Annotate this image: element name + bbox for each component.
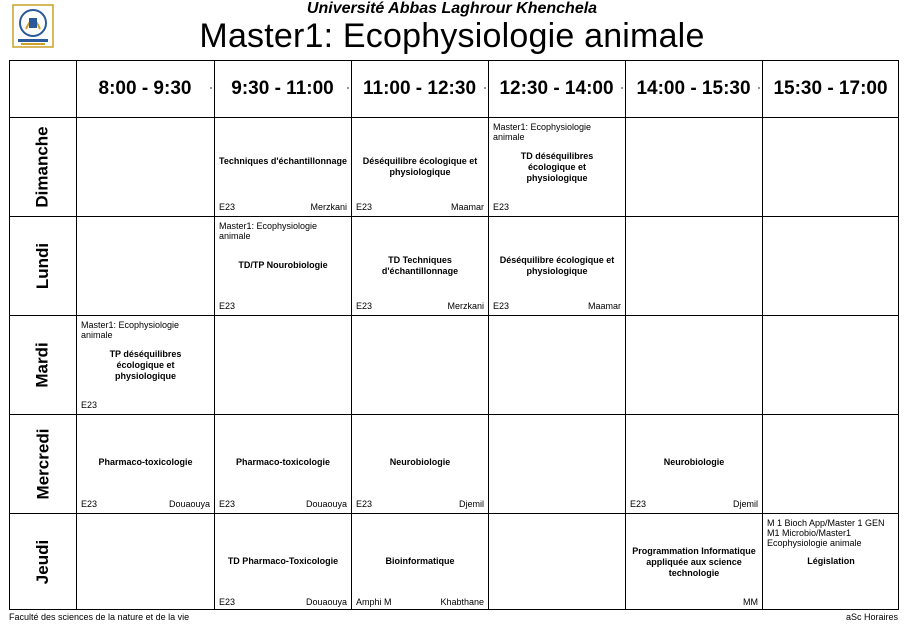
course-room: E23	[81, 499, 98, 509]
course-cell[interactable]	[77, 316, 214, 414]
time-slot-label: 11:00 - 12:30	[362, 78, 477, 99]
course-room: E23	[630, 499, 647, 509]
course-teacher: Khabthane	[440, 597, 484, 607]
software-credit: aSc Horaires	[845, 612, 898, 622]
course-room: E23	[219, 202, 236, 212]
course-subject: Législation	[807, 556, 855, 566]
course-subject: TD Techniques d'échantillonnage	[381, 255, 459, 276]
course-teacher: Douaouya	[168, 499, 210, 509]
time-slot-header	[214, 61, 351, 117]
course-cell[interactable]	[489, 118, 625, 216]
course-cell[interactable]	[215, 415, 351, 513]
course-cell[interactable]	[352, 514, 488, 611]
course-group: Master1: Ecophysiologie animale	[493, 122, 592, 142]
day-row-header	[10, 216, 76, 315]
day-label: Dimanche	[33, 125, 52, 208]
course-group: Master1: Ecophysiologie animale	[219, 221, 318, 241]
time-slot-header	[76, 61, 214, 117]
course-teacher: Maamar	[450, 202, 484, 212]
course-cell[interactable]	[626, 415, 762, 513]
course-room: E23	[219, 301, 236, 311]
course-teacher: Djemil	[732, 499, 758, 509]
course-subject: Neurobiologie	[389, 457, 451, 467]
course-group: Master1: Ecophysiologie animale	[81, 320, 180, 340]
course-teacher: Merzkani	[310, 202, 347, 212]
time-slot-header	[488, 61, 625, 117]
course-room: E23	[493, 301, 510, 311]
time-slot-header	[351, 61, 488, 117]
course-subject: Pharmaco-toxicologie	[98, 457, 193, 467]
university-name: Université Abbas Laghrour Khenchela	[306, 0, 598, 17]
course-subject: Déséquilibre écologique et physiologique	[362, 156, 478, 177]
course-cell[interactable]	[352, 118, 488, 216]
course-room: E23	[219, 597, 236, 607]
course-teacher: Djemil	[458, 499, 484, 509]
course-subject: TD déséquilibres écologique et physiologique	[520, 151, 594, 183]
day-label: Lundi	[32, 242, 52, 289]
faculty-footer: Faculté des sciences de la nature et de la vie	[9, 612, 190, 622]
course-subject: TD/TP Nourobiologie	[238, 260, 328, 270]
course-cell[interactable]	[352, 415, 488, 513]
day-label: Mercredi	[33, 428, 52, 499]
time-slot-label: 14:00 - 15:30	[636, 78, 751, 99]
course-cell[interactable]	[626, 514, 762, 611]
course-subject: Programmation Informatique appliquée aux science technologie	[632, 546, 756, 578]
time-slot-header	[762, 61, 899, 117]
day-row-header	[10, 315, 76, 414]
course-teacher: Maamar	[587, 301, 621, 311]
course-subject: Neurobiologie	[663, 457, 725, 467]
course-cell[interactable]	[352, 217, 488, 315]
time-slot-label: 9:30 - 11:00	[231, 78, 334, 99]
timetable-grid	[9, 60, 899, 610]
day-row-header	[10, 414, 76, 513]
course-cell[interactable]	[215, 118, 351, 216]
time-slot-label: 12:30 - 14:00	[499, 78, 614, 99]
day-row-header	[10, 513, 76, 611]
course-group: M 1 Bioch App/Master 1 GEN M1 Microbio/Master1 Ecophysiologie animale	[767, 518, 885, 548]
course-subject: Déséquilibre écologique et physiologique	[499, 255, 615, 276]
page-title: Master1: Ecophysiologie animale	[199, 17, 705, 55]
course-cell[interactable]	[215, 217, 351, 315]
course-cell[interactable]	[215, 514, 351, 611]
course-cell[interactable]	[77, 415, 214, 513]
course-subject: Bioinformatique	[385, 556, 455, 566]
course-room: E23	[356, 202, 373, 212]
course-room: E23	[356, 301, 373, 311]
course-cell[interactable]	[489, 217, 625, 315]
course-room: E23	[356, 499, 373, 509]
time-slot-label: 15:30 - 17:00	[773, 78, 888, 99]
course-cell[interactable]	[763, 514, 899, 611]
day-label: Mardi	[33, 341, 52, 388]
day-label: Jeudi	[33, 539, 52, 585]
course-subject: Pharmaco-toxicologie	[235, 457, 331, 467]
course-subject: Techniques d'échantillonnage	[219, 156, 347, 166]
course-teacher: MM	[743, 597, 758, 607]
course-room: E23	[493, 202, 510, 212]
course-teacher: Douaouya	[305, 597, 347, 607]
time-slot-label: 8:00 - 9:30	[98, 78, 192, 99]
course-subject: TP déséquilibres écologique et physiologique	[109, 349, 182, 381]
time-slot-header	[625, 61, 762, 117]
course-teacher: Merzkani	[447, 301, 484, 311]
day-row-header	[10, 117, 76, 216]
course-room: Amphi M	[356, 597, 392, 607]
course-room: E23	[219, 499, 236, 509]
course-subject: TD Pharmaco-Toxicologie	[227, 556, 339, 566]
course-teacher: Douaouya	[305, 499, 347, 509]
course-room: E23	[81, 400, 98, 410]
